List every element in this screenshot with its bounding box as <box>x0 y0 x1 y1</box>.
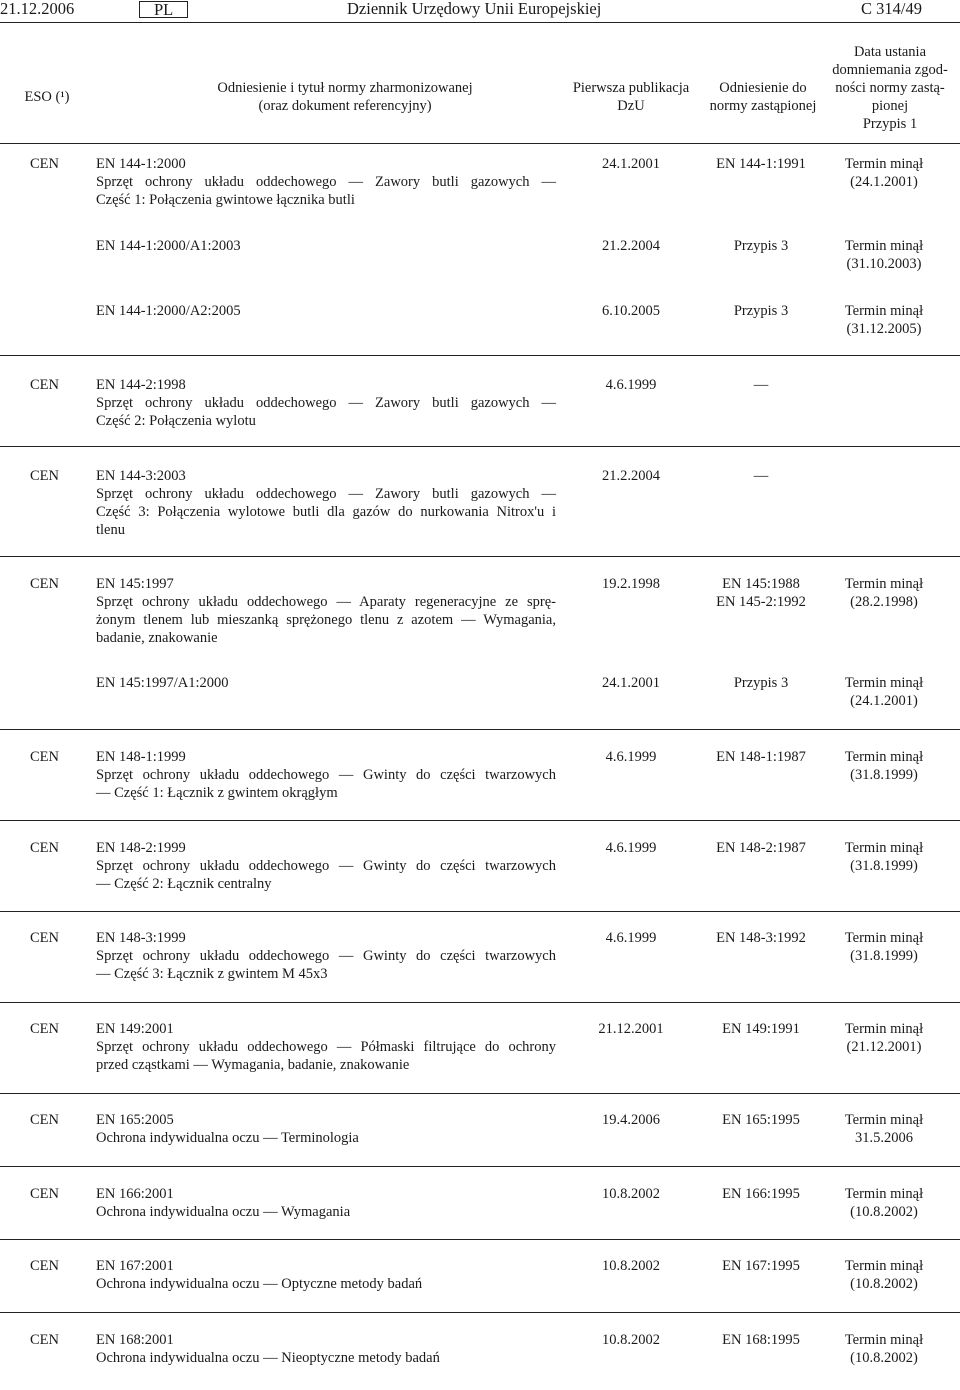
standard-reference: EN 148-3:1999 <box>96 930 186 946</box>
superseded-standard: Przypis 3 <box>733 303 789 319</box>
standard-title-line: Część 2: Połączenia wylotu <box>96 413 256 429</box>
cessation-date: (31.12.2005) <box>846 321 922 337</box>
first-publication-date: 21.2.2004 <box>602 468 660 484</box>
first-publication-date: 21.12.2001 <box>598 1021 664 1037</box>
superseded-standard: EN 148-3:1992 <box>716 930 806 946</box>
cessation-date: Termin minął <box>844 156 924 172</box>
column-superseded-line: normy zastąpionej <box>709 98 817 114</box>
standard-reference: EN 144-1:2000/A2:2005 <box>96 303 241 319</box>
standard-title-line: Ochrona indywidualna oczu — Terminologia <box>96 1130 359 1146</box>
cessation-date: Termin minął <box>844 675 924 691</box>
standard-reference: EN 167:2001 <box>96 1258 174 1274</box>
standard-reference: EN 145:1997/A1:2000 <box>96 675 229 691</box>
row-separator <box>0 820 960 821</box>
first-publication-date: 6.10.2005 <box>602 303 660 319</box>
superseded-standard: EN 145:1988 <box>722 576 800 592</box>
standard-title-line: Sprzęt ochrony układu oddechowego — Zawory butli gazowych — <box>96 395 556 411</box>
cessation-date: 31.5.2006 <box>855 1130 913 1146</box>
column-first-publication <box>566 79 696 115</box>
superseded-standard: EN 167:1995 <box>722 1258 800 1274</box>
first-publication-date: 24.1.2001 <box>602 156 660 172</box>
row-separator <box>0 1312 960 1313</box>
row-separator <box>0 556 960 557</box>
superseded-standard: EN 144-1:1991 <box>716 156 806 172</box>
row-separator <box>0 1166 960 1167</box>
cessation-date: (21.12.2001) <box>846 1039 922 1055</box>
standard-reference: EN 144-1:2000/A1:2003 <box>96 238 241 254</box>
standard-title-line: żonym tlenem lub mieszanką sprężonego tlenu z azotem — Wymagania, <box>96 612 556 628</box>
column-reference-line: Odniesienie i tytuł normy zharmonizowanej <box>217 80 473 96</box>
standard-title-line: Część 3: Połączenia wylotowe butli dla gazów do nurkowania Nitrox'u i <box>96 504 556 520</box>
first-publication-date: 4.6.1999 <box>605 840 657 856</box>
row-separator <box>0 1093 960 1094</box>
cessation-date: Termin minął <box>844 749 924 765</box>
first-publication-date: 19.2.1998 <box>602 576 660 592</box>
cessation-date: (31.8.1999) <box>850 767 918 783</box>
column-eso: ESO (¹) <box>24 89 70 105</box>
standard-reference: EN 168:2001 <box>96 1332 174 1348</box>
cessation-date: (10.8.2002) <box>850 1276 918 1292</box>
column-superseded-line: Odniesienie do <box>719 80 807 96</box>
row-separator <box>0 446 960 447</box>
cessation-date: Termin minął <box>844 1332 924 1348</box>
first-publication-date: 10.8.2002 <box>602 1186 660 1202</box>
cessation-date: (10.8.2002) <box>850 1204 918 1220</box>
first-publication-date: 4.6.1999 <box>605 377 657 393</box>
cessation-date: Termin minął <box>844 576 924 592</box>
cessation-date: (28.2.1998) <box>850 594 918 610</box>
column-superseded <box>698 79 828 115</box>
row-separator <box>0 729 960 730</box>
standard-reference: EN 144-2:1998 <box>96 377 186 393</box>
cessation-date: Termin minął <box>844 238 924 254</box>
superseded-standard: EN 165:1995 <box>722 1112 800 1128</box>
standard-title-line: Sprzęt ochrony układu oddechowego — Zawory butli gazowych — <box>96 486 556 502</box>
column-date-line: Data ustania <box>853 44 927 60</box>
cessation-date: (31.8.1999) <box>850 948 918 964</box>
standard-reference: EN 148-1:1999 <box>96 749 186 765</box>
first-publication-date: 10.8.2002 <box>602 1332 660 1348</box>
column-cessation-date <box>820 43 960 133</box>
cessation-date: Termin minął <box>844 1021 924 1037</box>
cessation-date: (10.8.2002) <box>850 1350 918 1366</box>
row-separator <box>0 1002 960 1003</box>
standard-title-line: Ochrona indywidualna oczu — Optyczne metody badań <box>96 1276 423 1292</box>
page-header <box>0 0 960 18</box>
cessation-date: (31.8.1999) <box>850 858 918 874</box>
eso-cell: CEN <box>30 749 59 765</box>
standard-title-line: Część 1: Połączenia gwintowe łącznika butli <box>96 192 355 208</box>
standard-reference: EN 148-2:1999 <box>96 840 186 856</box>
eso-cell: CEN <box>30 1258 59 1274</box>
column-date-line: Przypis 1 <box>862 116 918 132</box>
superseded-standard: Przypis 3 <box>733 238 789 254</box>
superseded-standard: EN 166:1995 <box>722 1186 800 1202</box>
eso-cell: CEN <box>30 468 59 484</box>
column-date-line: ności normy zastą- <box>835 80 945 96</box>
cessation-date: Termin minął <box>844 1112 924 1128</box>
cessation-date: Termin minął <box>844 1186 924 1202</box>
cessation-date: Termin minął <box>844 1258 924 1274</box>
eso-cell: CEN <box>30 1112 59 1128</box>
standard-reference: EN 166:2001 <box>96 1186 174 1202</box>
standard-reference: EN 144-3:2003 <box>96 468 186 484</box>
column-header-rule <box>0 143 960 144</box>
cessation-date: (31.10.2003) <box>846 256 922 272</box>
standard-title-line: Sprzęt ochrony układu oddechowego — Aparaty regeneracyjne ze sprę- <box>96 594 556 610</box>
eso-cell: CEN <box>30 1186 59 1202</box>
superseded-standard: — <box>753 377 769 393</box>
standard-reference: EN 149:2001 <box>96 1021 174 1037</box>
first-publication-date: 19.4.2006 <box>602 1112 660 1128</box>
row-separator <box>0 911 960 912</box>
standard-reference: EN 144-1:2000 <box>96 156 186 172</box>
header-date: 21.12.2006 <box>0 0 75 18</box>
superseded-standard: — <box>753 468 769 484</box>
header-rule <box>0 22 960 23</box>
superseded-standard: EN 149:1991 <box>722 1021 800 1037</box>
superseded-standard: EN 145-2:1992 <box>716 594 806 610</box>
row-separator <box>0 1239 960 1240</box>
eso-cell: CEN <box>30 1332 59 1348</box>
column-date-line: domniemania zgod- <box>832 62 948 78</box>
standard-title-line: — Część 1: Łącznik z gwintem okrągłym <box>96 785 338 801</box>
eso-cell: CEN <box>30 377 59 393</box>
page-reference: C 314/49 <box>861 0 922 18</box>
first-publication-date: 4.6.1999 <box>605 930 657 946</box>
eso-cell: CEN <box>30 1021 59 1037</box>
standard-title-line: Sprzęt ochrony układu oddechowego — Półmaski filtrujące do ochrony <box>96 1039 556 1055</box>
standard-title-line: Ochrona indywidualna oczu — Wymagania <box>96 1204 351 1220</box>
standard-title-line: — Część 3: Łącznik z gwintem M 45x3 <box>96 966 328 982</box>
eso-cell: CEN <box>30 840 59 856</box>
superseded-standard: EN 148-1:1987 <box>716 749 806 765</box>
standard-title-line: przed cząstkami — Wymagania, badanie, znakowanie <box>96 1057 410 1073</box>
standard-reference: EN 145:1997 <box>96 576 174 592</box>
first-publication-date: 21.2.2004 <box>602 238 660 254</box>
standard-title-line: badanie, znakowanie <box>96 630 218 646</box>
superseded-standard: Przypis 3 <box>733 675 789 691</box>
language-badge: PL <box>139 1 188 18</box>
row-separator <box>0 355 960 356</box>
cessation-date: (24.1.2001) <box>850 693 918 709</box>
standard-title-line: Sprzęt ochrony układu oddechowego — Zawory butli gazowych — <box>96 174 556 190</box>
standard-title-line: Sprzęt ochrony układu oddechowego — Gwinty do części twarzowych <box>96 948 556 964</box>
standard-title-line: Sprzęt ochrony układu oddechowego — Gwinty do części twarzowych <box>96 858 556 874</box>
column-date-line: pionej <box>871 98 909 114</box>
column-publication-line: DzU <box>617 98 645 114</box>
first-publication-date: 10.8.2002 <box>602 1258 660 1274</box>
standard-title-line: Sprzęt ochrony układu oddechowego — Gwinty do części twarzowych <box>96 767 556 783</box>
eso-cell: CEN <box>30 930 59 946</box>
eso-cell: CEN <box>30 576 59 592</box>
standard-reference: EN 165:2005 <box>96 1112 174 1128</box>
column-reference-line: (oraz dokument referencyjny) <box>258 98 432 114</box>
standard-title-line: tlenu <box>96 522 125 538</box>
standard-title-line: Ochrona indywidualna oczu — Nieoptyczne metody badań <box>96 1350 440 1366</box>
cessation-date: Termin minął <box>844 840 924 856</box>
journal-title: Dziennik Urzędowy Unii Europejskiej <box>347 0 602 18</box>
cessation-date: Termin minął <box>844 930 924 946</box>
column-reference <box>170 79 520 115</box>
cessation-date: (24.1.2001) <box>850 174 918 190</box>
standard-title-line: — Część 2: Łącznik centralny <box>96 876 272 892</box>
cessation-date: Termin minął <box>844 303 924 319</box>
superseded-standard: EN 168:1995 <box>722 1332 800 1348</box>
superseded-standard: EN 148-2:1987 <box>716 840 806 856</box>
first-publication-date: 24.1.2001 <box>602 675 660 691</box>
column-publication-line: Pierwsza publikacja <box>572 80 690 96</box>
eso-cell: CEN <box>30 156 59 172</box>
first-publication-date: 4.6.1999 <box>605 749 657 765</box>
